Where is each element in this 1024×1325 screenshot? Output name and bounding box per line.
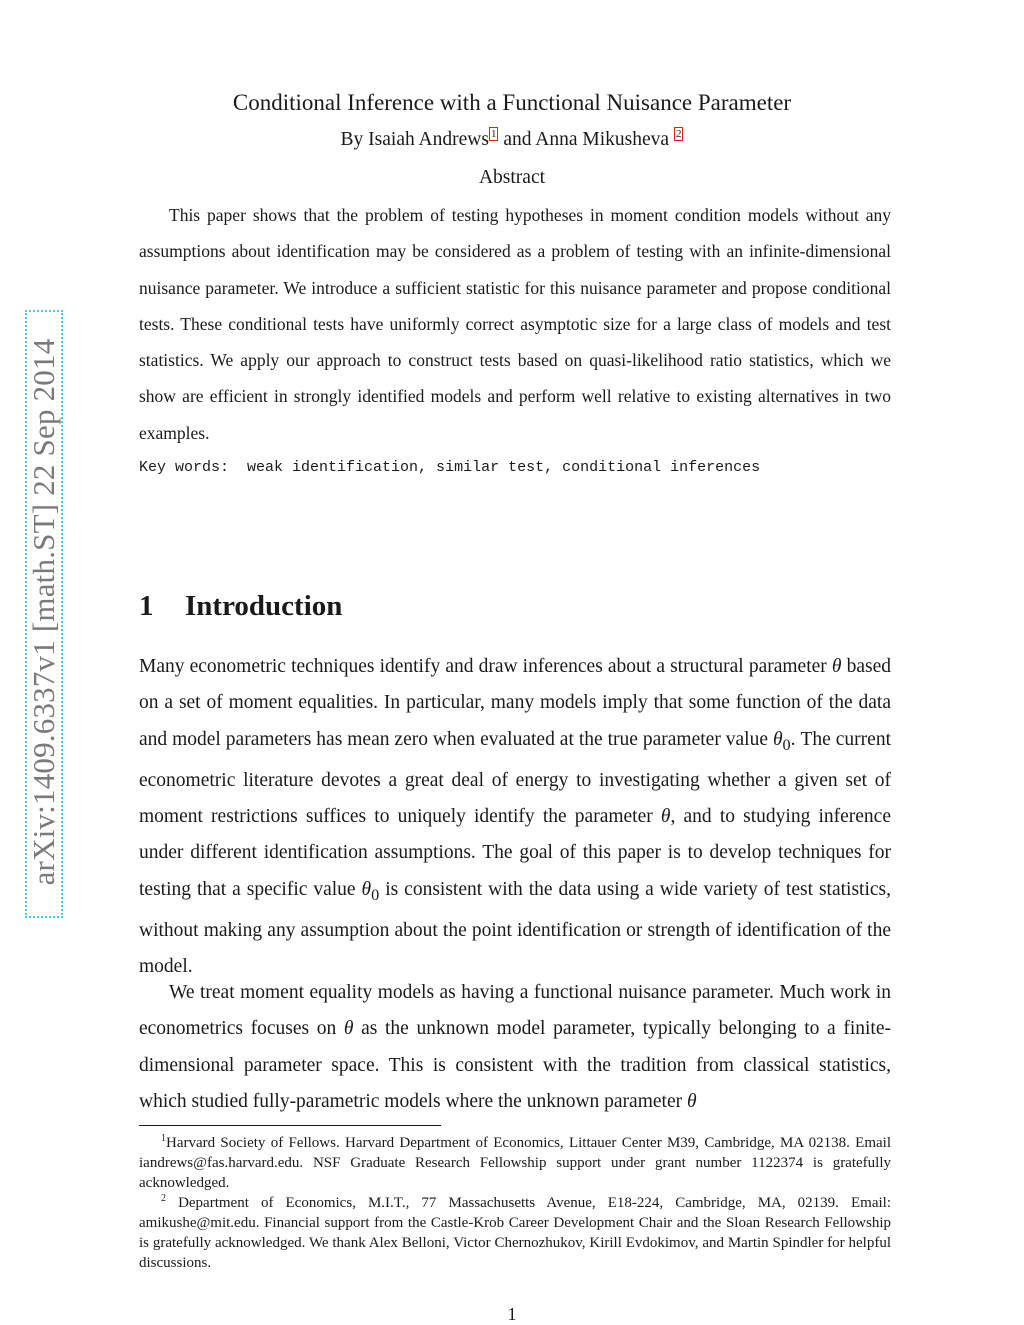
intro-paragraph-1 <box>139 649 891 985</box>
footnote-link-1[interactable]: 1 <box>490 128 497 140</box>
text-run: as the unknown model parameter, typically belonging to a finite-dimensional parameter space. This is consistent with the tradition from classical statistics, which studied fully-parametric models where the unknown parameter <box>139 1018 892 1112</box>
section-title: Introduction <box>185 590 343 622</box>
math-theta: θ <box>361 878 372 900</box>
section-heading <box>139 590 342 623</box>
text-run: based on a set of moment equalities. In particular, many models imply that some function of the data and model parameters has mean zero when evaluated at the true parameter value <box>139 656 891 750</box>
author-line <box>0 128 1024 151</box>
footnote-2 <box>139 1189 891 1273</box>
footnote-1 <box>139 1129 891 1193</box>
page-number: 1 <box>507 1304 517 1324</box>
math-theta: θ <box>772 728 783 750</box>
math-theta: θ <box>686 1090 697 1112</box>
footnote-rule <box>139 1125 441 1126</box>
paper-title: Conditional Inference with a Functional Nuisance Parameter <box>232 90 792 115</box>
text-run: Many econometric techniques identify and draw inferences about a structural parameter <box>139 656 832 677</box>
keywords <box>139 459 760 476</box>
footnote-link-2[interactable]: 2 <box>675 128 682 140</box>
text-run: We treat moment equality models as having a functional nuisance parameter. Much work in econometrics focuses on <box>139 982 891 1040</box>
footnote-1-text: Harvard Society of Fellows. Harvard Department of Economics, Littauer Center M39, Cambridge, MA 02138. Email iandrews@fas.harvard.edu. NSF Graduate Research Fellowship support under grant number 1122374 is gratefully acknowledged. <box>139 1135 891 1191</box>
arxiv-identifier-stamp[interactable] <box>25 310 63 918</box>
author-line-between: and Anna Mikusheva <box>498 129 674 150</box>
section-number: 1 <box>139 590 154 622</box>
math-theta: θ <box>831 656 842 677</box>
footnote-2-mark: 2 <box>161 1193 166 1204</box>
keywords-label: Key words: <box>139 459 230 476</box>
text-run: is consistent with the data using a wide variety of test statistics, without making any assumption about the point identification or strength of identification of the model. <box>139 878 891 978</box>
math-subscript: 0 <box>371 885 380 904</box>
arxiv-stamp-text: arXiv:1409.6337v1 [math.ST] 22 Sep 2014 <box>26 338 61 886</box>
text-run: . The current econometric literature devotes a great deal of energy to investigating whether a given set of moment restrictions suffices to uniquely identify the parameter <box>139 728 891 828</box>
intro-paragraph-2 <box>139 975 891 1120</box>
math-theta: θ <box>343 1018 354 1040</box>
abstract-text: This paper shows that the problem of testing hypotheses in moment condition models without any assumptions about identification may be considered as a problem of testing with an infinite-dimensional nuisance parameter. We introduce a sufficient statistic for this nuisance parameter and propose conditional tests. These conditional tests have uniformly correct asymptotic size for a large class of models and test statistics. We apply our approach to construct tests based on quasi-likelihood ratio statistics, which we show are efficient in strongly identified models and perform well relative to existing alternatives in two examples. <box>139 205 891 443</box>
math-theta: θ <box>660 806 671 828</box>
abstract-heading: Abstract <box>478 167 546 188</box>
text-run: , and to studying inference under different identification assumptions. The goal of this paper is to develop techniques for testing that a specific value <box>139 806 891 900</box>
keywords-value: weak identification, similar test, conditional inferences <box>247 459 761 476</box>
footnote-1-mark: 1 <box>161 1133 166 1144</box>
author-line-prefix: By Isaiah Andrews <box>340 129 489 150</box>
math-subscript: 0 <box>782 735 791 754</box>
footnote-2-text: Department of Economics, M.I.T., 77 Massachusetts Avenue, E18-224, Cambridge, MA, 02139. Email: amikushe@mit.edu. Financial support from the Castle-Krob Career Development Chair and the Sloan Research Fellowship is gratefully acknowledged. We thank Alex Belloni, Victor Chernozhukov, Kirill Evdokimov, and Martin Spindler for helpful discussions. <box>139 1195 891 1271</box>
